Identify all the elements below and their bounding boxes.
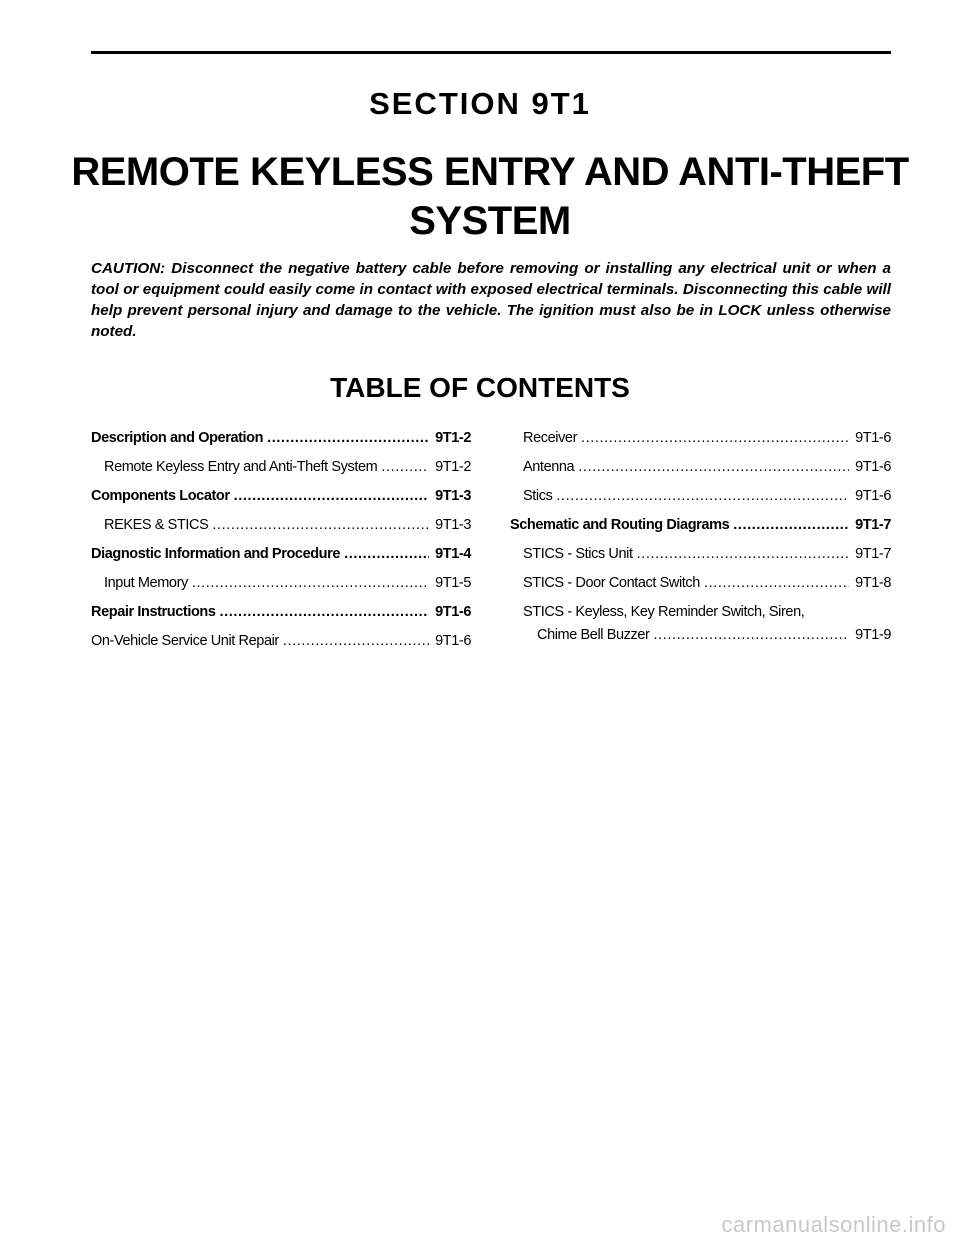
toc-entry-input-memory[interactable] [91,575,471,604]
toc-page-number: 9T1-3 [435,517,471,533]
toc-entry-on-vehicle-service[interactable] [91,633,471,662]
toc-leader-dots [283,633,429,649]
toc-entry-stics[interactable] [510,488,891,517]
toc-entry-label: REKES & STICS [104,517,209,533]
toc-leader-dots [581,430,849,446]
toc-left-column [91,430,471,662]
toc-entry-label: Receiver [523,430,578,446]
toc-entry-label: Description and Operation [91,430,264,446]
section-heading: SECTION 9T1 [369,86,591,121]
toc-entry-line2 [523,627,891,643]
toc-entry-label-line1: STICS - Keyless, Key Reminder Switch, Siren, [523,604,805,620]
top-rule [91,51,891,54]
toc-entry-diagnostic-information[interactable] [91,546,471,575]
toc-page-number: 9T1-6 [435,633,471,649]
toc-entry-label: Diagnostic Information and Procedure [91,546,341,562]
toc-page-number: 9T1-2 [435,430,471,446]
toc-entry-rekes-stics[interactable] [91,517,471,546]
toc-entry-label: On-Vehicle Service Unit Repair [91,633,279,649]
toc-leader-dots [704,575,849,591]
toc-leader-dots [344,546,429,562]
toc-entry-label: Remote Keyless Entry and Anti-Theft System [104,459,378,475]
toc-leader-dots [192,575,429,591]
toc-entry-label: Components Locator [91,488,230,504]
toc-page-number: 9T1-6 [855,430,891,446]
toc-page-number: 9T1-3 [435,488,471,504]
toc-page-number: 9T1-6 [855,488,891,504]
toc-entry-door-contact-switch[interactable] [510,575,891,604]
toc-page-number: 9T1-7 [855,517,891,533]
toc-entry-stics-unit[interactable] [510,546,891,575]
toc-leader-dots [556,488,849,504]
toc-leader-dots [578,459,849,475]
document-title: REMOTE KEYLESS ENTRY AND ANTI-THEFT SYSTEM [71,150,909,243]
toc-leader-dots [637,546,849,562]
toc-leader-dots [733,517,849,533]
toc-page-number: 9T1-4 [435,546,471,562]
caution-notice: CAUTION: Disconnect the negative battery cable before removing or installing any electrical unit or when a tool or equipment could easily come in contact with exposed electrical terminals. Disconnecting this cable will help prevent personal injury and damage to the vehicle. The ignition must also be in LOCK unless otherwise noted. [91,260,891,340]
toc-entry-label-line2: Chime Bell Buzzer [537,627,650,643]
toc-entry-repair-instructions[interactable] [91,604,471,633]
toc-entry-antenna[interactable] [510,459,891,488]
toc-entry-receiver[interactable] [510,430,891,459]
toc-leader-dots [234,488,429,504]
toc-leader-dots [220,604,429,620]
toc-page-number: 9T1-7 [855,546,891,562]
toc-entry-label: STICS - Stics Unit [523,546,633,562]
toc-leader-dots [212,517,429,533]
toc-page-number: 9T1-6 [435,604,471,620]
toc-right-column [510,430,891,643]
toc-entry-components-locator[interactable] [91,488,471,517]
toc-entry-label: Input Memory [104,575,188,591]
toc-entry-description-and-operation[interactable] [91,430,471,459]
toc-entry-label: Stics [523,488,553,504]
toc-leader-dots [381,459,429,475]
toc-leader-dots [653,627,849,643]
toc-entry-label: Antenna [523,459,575,475]
toc-entry-keyless-key-reminder[interactable] [510,604,891,643]
toc-leader-dots [267,430,429,446]
watermark: carmanualsonline.info [721,1212,946,1237]
toc-page-number: 9T1-2 [435,459,471,475]
toc-entry-remote-keyless-entry[interactable] [91,459,471,488]
toc-page-number: 9T1-9 [855,627,891,643]
toc-entry-label: Repair Instructions [91,604,216,620]
toc-entry-schematic-routing[interactable] [510,517,891,546]
toc-page-number: 9T1-5 [435,575,471,591]
toc-page-number: 9T1-8 [855,575,891,591]
toc-entry-label: Schematic and Routing Diagrams [510,517,730,533]
toc-page-number: 9T1-6 [855,459,891,475]
toc-title: TABLE OF CONTENTS [330,372,630,403]
toc-entry-label: STICS - Door Contact Switch [523,575,700,591]
